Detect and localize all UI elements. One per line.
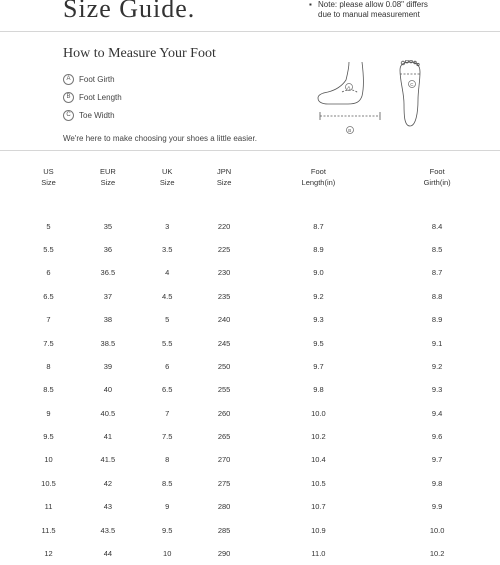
table-cell: 36.5 (100, 268, 116, 278)
note-line-2: due to manual measurement (318, 10, 420, 19)
side-foot-icon (318, 62, 364, 104)
table-cell: 11.0 (311, 549, 326, 559)
column-header-line: Size (100, 178, 116, 187)
top-divider (0, 31, 500, 32)
legend-label: Toe Width (79, 111, 115, 120)
table-cell: 9.0 (313, 268, 324, 278)
table-cell: 43.5 (100, 525, 116, 535)
svg-text:B: B (348, 128, 352, 133)
table-row (20, 495, 490, 518)
column-header-line: Girth(in) (423, 178, 451, 187)
table-body (20, 191, 490, 565)
table-cell: 36 (103, 244, 113, 254)
table-cell: 43 (103, 502, 113, 512)
table-row (20, 378, 490, 401)
legend-toe-width (63, 110, 115, 121)
table-cell: 235 (217, 291, 231, 301)
table-cell: 5 (165, 315, 170, 325)
table-row (20, 261, 490, 284)
table-cell: 275 (217, 478, 231, 488)
table-row (20, 542, 490, 565)
column-header-line: US (43, 167, 54, 176)
column-header-line: Foot (429, 167, 445, 176)
table-row (20, 331, 490, 354)
table-row (20, 308, 490, 331)
table-cell: 9.5 (161, 525, 173, 535)
table-cell: 9 (46, 408, 51, 418)
table-cell: 7 (165, 408, 170, 418)
table-cell: 41.5 (100, 455, 116, 465)
table-cell: 9.2 (431, 361, 443, 371)
table-cell: 255 (217, 385, 231, 395)
table-cell: 9.5 (313, 338, 324, 348)
letter-b-icon: B (63, 92, 74, 103)
table-cell: 9.7 (313, 361, 324, 371)
table-cell: 10.9 (311, 525, 326, 535)
table-cell: 9.3 (313, 315, 324, 325)
table-cell: 8.5 (161, 478, 173, 488)
section-title: How to Measure Your Foot (63, 46, 216, 61)
table-cell: 6.5 (43, 291, 54, 301)
table-cell: 9.5 (43, 432, 54, 442)
table-cell: 8.8 (431, 291, 443, 301)
table-row (20, 472, 490, 495)
page-title: Size Guide. (63, 0, 196, 23)
column-header (196, 163, 253, 191)
intro-text: We're here to make choosing your shoes a little easier. (63, 134, 257, 143)
note-bullet: ▪ (309, 0, 312, 9)
table-cell: 280 (217, 502, 231, 512)
column-header-line: Size (216, 178, 232, 187)
letter-a-icon: A (63, 74, 74, 85)
table-cell: 44 (103, 549, 113, 559)
legend-label: Foot Girth (79, 75, 115, 84)
table-cell: 5 (46, 221, 51, 231)
table-cell: 10.0 (311, 408, 326, 418)
table-cell: 3.5 (161, 244, 173, 254)
table-cell: 220 (217, 221, 231, 231)
table-cell: 8 (46, 361, 51, 371)
table-row (20, 518, 490, 541)
column-header-line: Length(in) (301, 178, 336, 187)
table-cell: 40.5 (100, 408, 116, 418)
table-cell: 42 (103, 478, 113, 488)
table-cell: 12 (44, 549, 53, 559)
table-cell: 10.5 (41, 478, 56, 488)
table-cell: 9.6 (431, 432, 443, 442)
table-cell: 3 (165, 221, 170, 231)
table-cell: 39 (103, 361, 113, 371)
column-header-line: Foot (310, 167, 326, 176)
note-line-1: Note: please allow 0.08" differs (318, 0, 428, 9)
table-row (20, 285, 490, 308)
svg-text:C: C (410, 82, 414, 87)
table-cell: 6 (46, 268, 51, 278)
table-cell: 9.7 (431, 455, 443, 465)
column-header (384, 163, 490, 191)
table-cell: 6.5 (161, 385, 173, 395)
letter-c-icon: C (63, 110, 74, 121)
table-cell: 7.5 (43, 338, 54, 348)
table-header-row (20, 163, 490, 191)
table-cell: 9.8 (313, 385, 324, 395)
table-cell: 240 (217, 315, 231, 325)
table-row (20, 402, 490, 425)
table-cell: 7.5 (161, 432, 173, 442)
table-cell: 11 (44, 502, 53, 512)
table-cell: 8.9 (313, 244, 324, 254)
table-cell: 270 (217, 455, 231, 465)
table-cell: 250 (217, 361, 231, 371)
table-row (20, 425, 490, 448)
size-chart-table (20, 163, 490, 565)
table-cell: 38 (103, 315, 113, 325)
column-header (77, 163, 139, 191)
column-header (20, 163, 77, 191)
table-cell: 9.4 (431, 408, 443, 418)
table-cell: 10.4 (311, 455, 326, 465)
foot-measure-illustration (312, 60, 442, 140)
table-cell: 8.7 (313, 221, 324, 231)
table-cell: 9.1 (431, 338, 443, 348)
column-header-line: EUR (99, 167, 116, 176)
legend-label: Foot Length (79, 93, 122, 102)
table-cell: 4.5 (161, 291, 173, 301)
table-cell: 245 (217, 338, 231, 348)
table-row (20, 238, 490, 261)
column-header-line: UK (161, 167, 173, 176)
table-cell: 35 (103, 221, 113, 231)
table-cell: 10.2 (311, 432, 326, 442)
table-cell: 9.8 (431, 478, 443, 488)
table-divider (0, 150, 500, 151)
table-cell: 40 (103, 385, 113, 395)
legend-foot-length (63, 92, 122, 103)
table-cell: 9.3 (431, 385, 443, 395)
table-cell: 10 (44, 455, 53, 465)
table-cell: 9.2 (313, 291, 324, 301)
table-cell: 37 (103, 291, 113, 301)
table-spacer (20, 191, 490, 214)
column-header-line: Size (159, 178, 175, 187)
legend-foot-girth (63, 74, 115, 85)
measurement-note (309, 0, 428, 20)
column-header-line: JPN (217, 167, 232, 176)
column-header (253, 163, 385, 191)
table-cell: 290 (217, 549, 231, 559)
table-row (20, 448, 490, 471)
table-cell: 8.5 (43, 385, 54, 395)
table-cell: 8.5 (431, 244, 443, 254)
table-cell: 5.5 (161, 338, 173, 348)
table-cell: 10 (163, 549, 172, 559)
table-row (20, 355, 490, 378)
table-cell: 8.9 (431, 315, 443, 325)
table-cell: 9 (165, 502, 170, 512)
table-cell: 10.7 (311, 502, 326, 512)
table-cell: 265 (217, 432, 231, 442)
table-cell: 225 (217, 244, 231, 254)
table-cell: 9.9 (431, 502, 443, 512)
table-cell: 10.0 (429, 525, 445, 535)
table-cell: 6 (165, 361, 170, 371)
table-cell: 260 (217, 408, 231, 418)
table-cell: 230 (217, 268, 231, 278)
table-cell: 11.5 (41, 525, 56, 535)
table-cell: 7 (46, 315, 51, 325)
table-cell: 10.5 (311, 478, 326, 488)
table-cell: 41 (103, 432, 113, 442)
sole-foot-icon (400, 62, 420, 126)
table-cell: 8 (165, 455, 170, 465)
table-cell: 4 (165, 268, 170, 278)
table-cell: 8.4 (431, 221, 443, 231)
svg-text:A: A (347, 85, 351, 90)
column-header (139, 163, 196, 191)
table-row (20, 214, 490, 237)
table-cell: 38.5 (100, 338, 116, 348)
table-cell: 285 (217, 525, 231, 535)
column-header-line: Size (41, 178, 56, 187)
table-cell: 5.5 (43, 244, 54, 254)
table-cell: 10.2 (429, 549, 445, 559)
table-cell: 8.7 (431, 268, 443, 278)
